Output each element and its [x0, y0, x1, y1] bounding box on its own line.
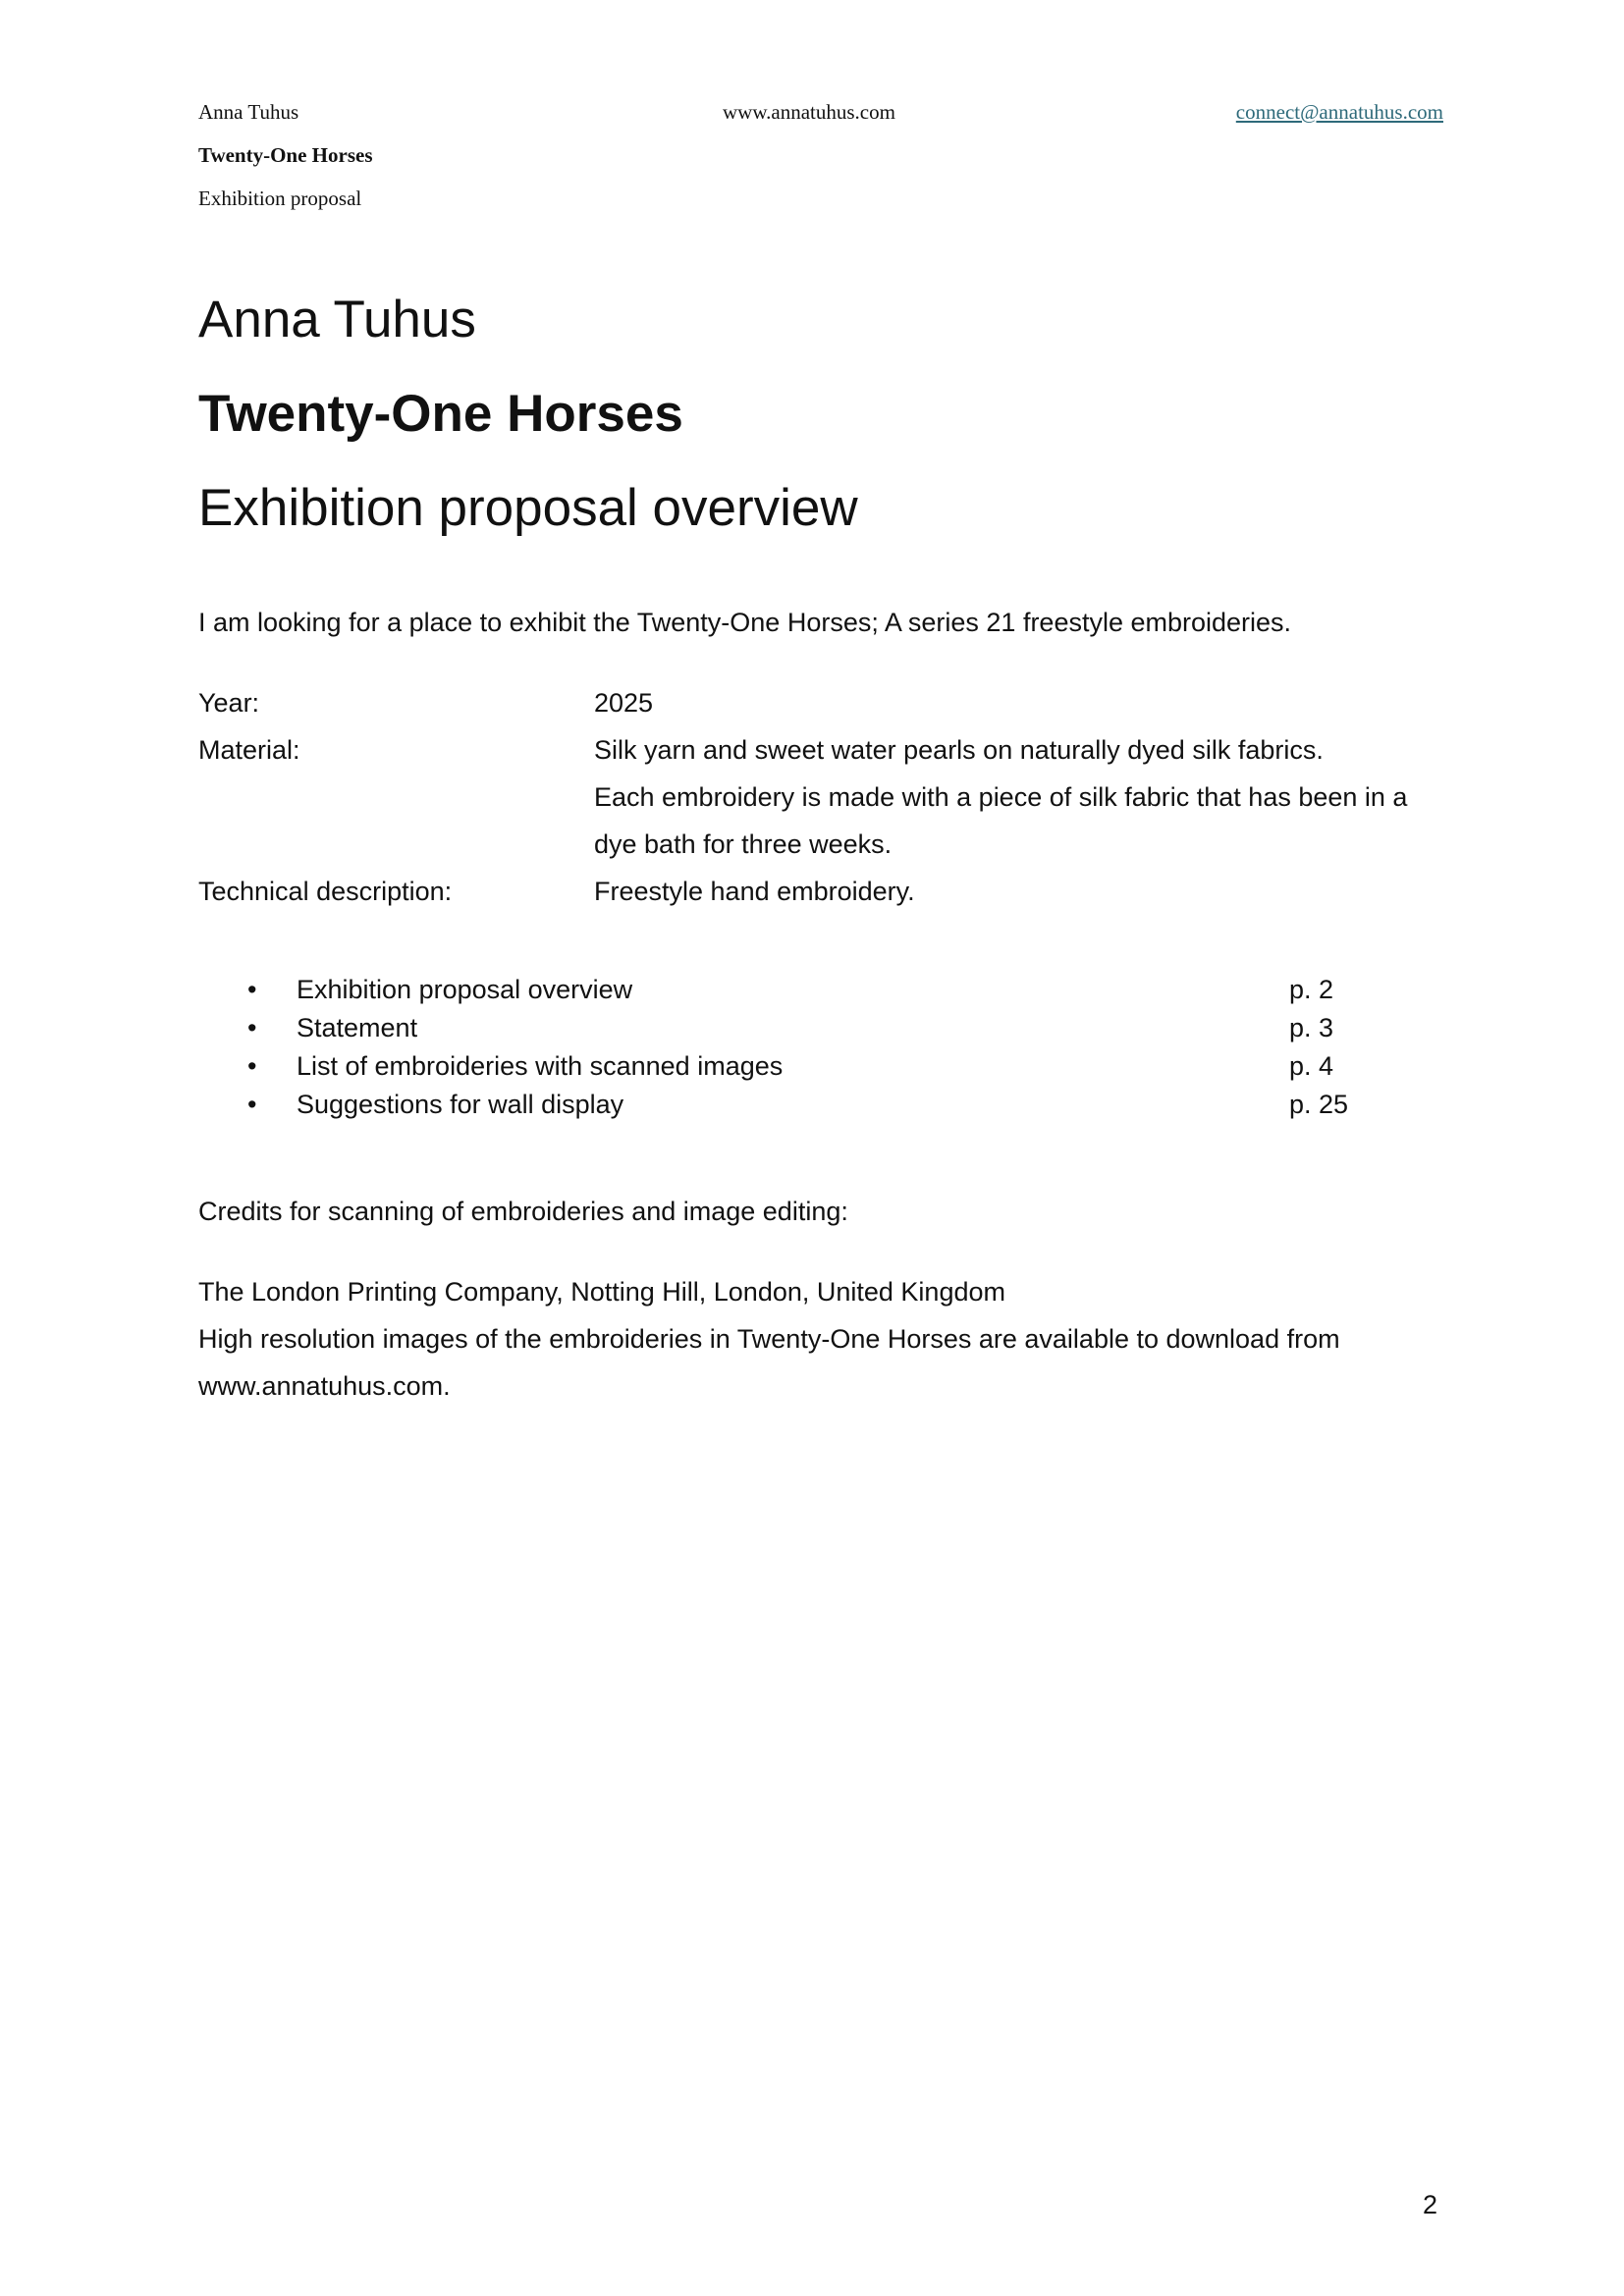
contents-item-page: p. 4 — [1289, 1051, 1334, 1081]
page-number: 2 — [1422, 2190, 1437, 2219]
year-label: Year: — [198, 688, 260, 718]
contents-item-label: List of embroideries with scanned images — [297, 1051, 784, 1081]
contents-item-page: p. 3 — [1289, 1013, 1334, 1042]
contents-item-page: p. 2 — [1289, 975, 1334, 1004]
material-line: Silk yarn and sweet water pearls on naturally dyed silk fabrics. — [594, 735, 1324, 765]
material-line: dye bath for three weeks. — [594, 829, 893, 859]
material-line: Each embroidery is made with a piece of silk fabric that has been in a — [594, 782, 1408, 812]
title-series: Twenty-One Horses — [198, 385, 683, 443]
header-website: www.annatuhus.com — [723, 100, 895, 124]
contents-item-label: Statement — [297, 1013, 418, 1042]
bullet-icon: • — [247, 1051, 257, 1081]
title-author: Anna Tuhus — [198, 291, 476, 348]
technical-label: Technical description: — [198, 877, 453, 906]
download-url: www.annatuhus.com. — [198, 1371, 451, 1401]
header-author: Anna Tuhus — [198, 100, 299, 124]
material-label: Material: — [198, 735, 300, 765]
bullet-icon: • — [247, 1013, 257, 1042]
bullet-icon: • — [247, 1090, 257, 1119]
contents-item-label: Suggestions for wall display — [297, 1090, 624, 1119]
technical-value: Freestyle hand embroidery. — [594, 877, 915, 906]
contents-item-label: Exhibition proposal overview — [297, 975, 633, 1004]
header-doc-type: Exhibition proposal — [198, 187, 362, 210]
download-note: High resolution images of the embroideries in Twenty-One Horses are available to download from — [198, 1324, 1340, 1354]
year-value: 2025 — [594, 688, 654, 718]
header-email-link[interactable]: connect@annatuhus.com — [1235, 100, 1443, 124]
title-document: Exhibition proposal overview — [198, 479, 858, 537]
intro-paragraph: I am looking for a place to exhibit the Twenty-One Horses; A series 21 freestyle embroideries. — [198, 608, 1292, 637]
header-series: Twenty-One Horses — [198, 143, 373, 167]
credits-heading: Credits for scanning of embroideries and image editing: — [198, 1197, 848, 1226]
bullet-icon: • — [247, 975, 257, 1004]
contents-item-page: p. 25 — [1289, 1090, 1349, 1119]
credits-company: The London Printing Company, Notting Hill, London, United Kingdom — [198, 1277, 1005, 1307]
